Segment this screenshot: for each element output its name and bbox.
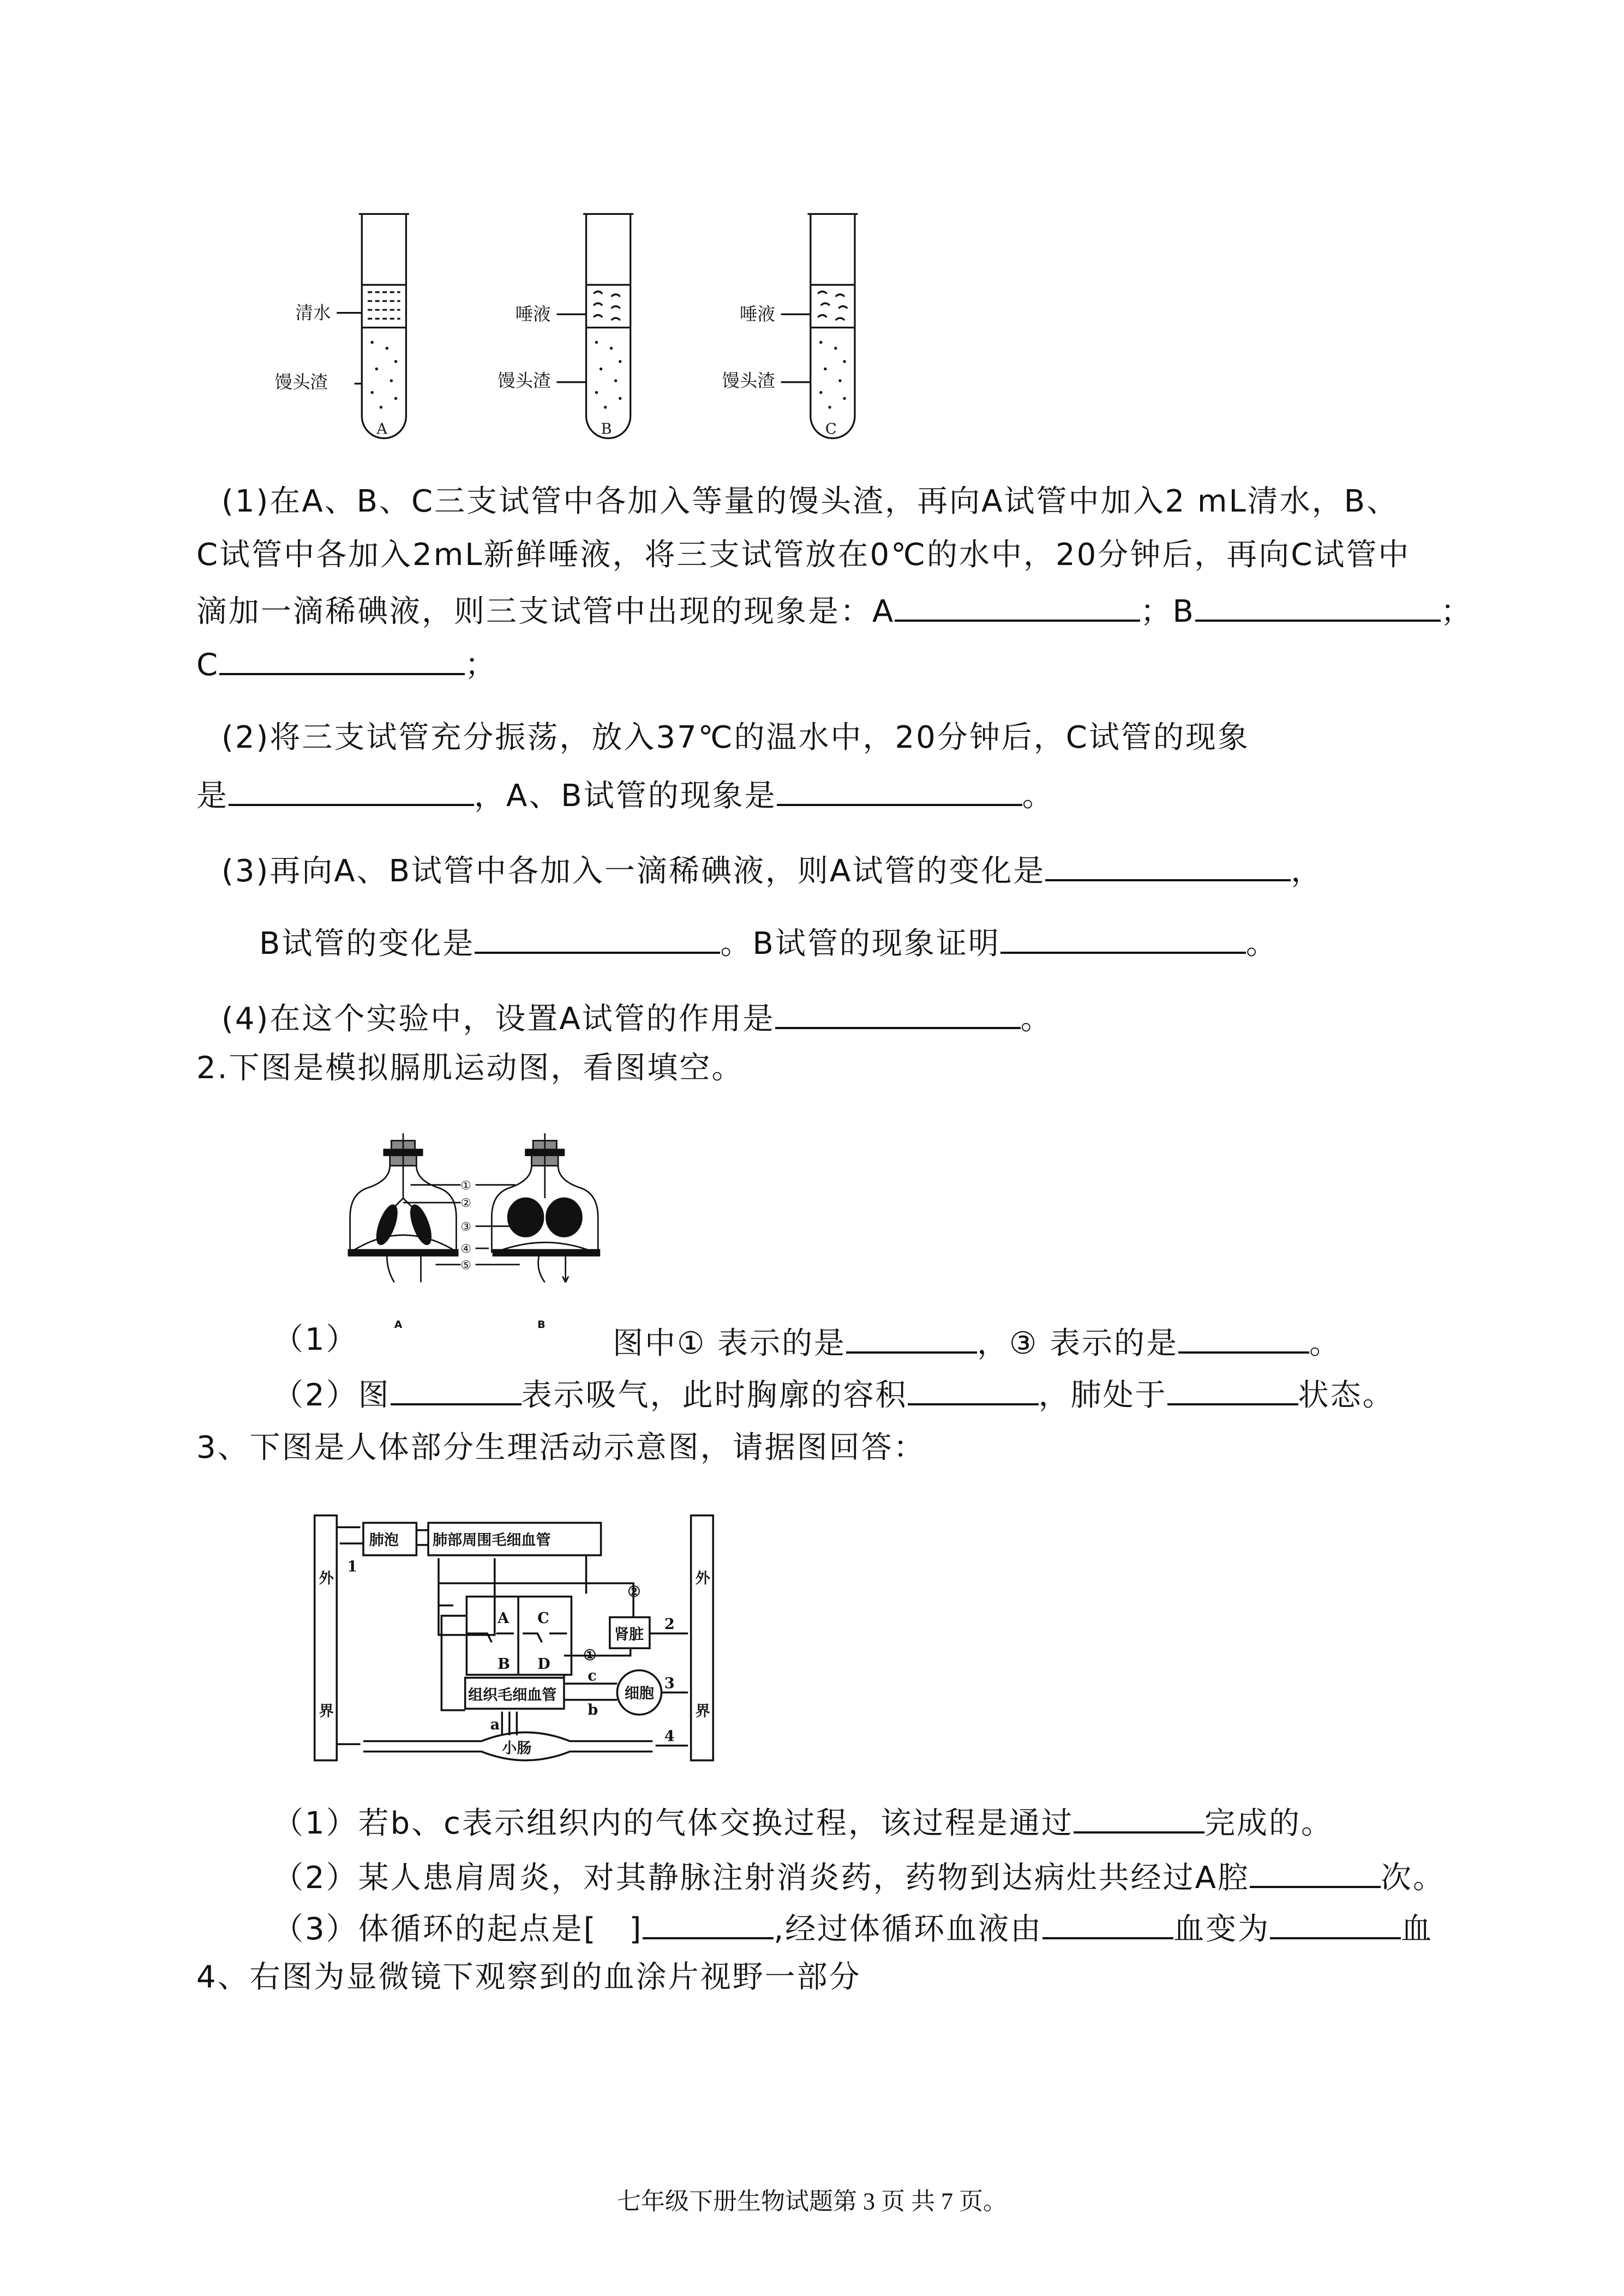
q4-title: 4、右图为显微镜下观察到的血涂片视野一部分 (196, 1960, 861, 1995)
text: 滴加一滴稀碘液，则三支试管中出现的现象是：A (196, 594, 895, 629)
q1-part1-line1: (1)在A、B、C三支试管中各加入等量的馒头渣，再向A试管中加入2 mL清水，B、 (221, 484, 1399, 519)
text: (3)再向A、B试管中各加入一滴稀碘液，则A试管的变化是 (221, 854, 1046, 889)
q3-sub2 (273, 1855, 1445, 1897)
chamber-b: B (498, 1656, 511, 1673)
answer-blank[interactable] (391, 1373, 522, 1405)
q1-part2-line1: (2)将三支试管充分振荡，放入37℃的温水中，20分钟后，C试管的现象 (221, 720, 1250, 755)
page-footer: 七年级下册生物试题第 3 页 共 7 页。 (617, 2188, 1007, 2215)
answer-blank[interactable] (1178, 1321, 1309, 1354)
chamber-c: C (537, 1610, 549, 1627)
text: （1） (273, 1322, 358, 1357)
answer-blank[interactable] (1250, 1855, 1381, 1888)
label-residue: 馒头渣 (498, 370, 551, 391)
tissue-capillaries-box: 组织毛细血管 (468, 1686, 557, 1704)
jar-letter: B (537, 1319, 546, 1331)
text: 。 (1020, 1001, 1053, 1037)
answer-blank[interactable] (1167, 1373, 1298, 1405)
process-3: 3 (664, 1675, 675, 1692)
label-1: ① (460, 1179, 471, 1193)
label-b: b (588, 1701, 598, 1718)
kidney-box: 肾脏 (614, 1626, 644, 1643)
answer-blank[interactable] (846, 1321, 977, 1354)
q1-part2-line2 (196, 773, 1054, 815)
small-intestine: 小肠 (502, 1740, 532, 1757)
text: 。 (1245, 926, 1278, 961)
label-water: 清水 (295, 302, 331, 323)
test-tube-figure (337, 214, 858, 438)
text: 。B试管的现象证明 (720, 926, 1000, 961)
jar-letter: A (394, 1319, 403, 1331)
text: （1）若b、c表示组织内的气体交换过程，该过程是通过 (273, 1806, 1074, 1841)
tube-a (337, 214, 409, 438)
label-4: ④ (460, 1242, 471, 1257)
label-residue: 馒头渣 (274, 371, 328, 393)
answer-blank[interactable] (1042, 1907, 1173, 1939)
text: 血变为 (1173, 1912, 1271, 1947)
q2-sub1 (273, 1321, 358, 1359)
text: 血 (1401, 1912, 1434, 1947)
text: 完成的。 (1204, 1806, 1333, 1841)
text: ，肺处于 (1038, 1378, 1167, 1413)
text: 。 (1022, 778, 1054, 814)
q2-sub1-rest (613, 1321, 1341, 1363)
outside-right: 外 (695, 1570, 710, 1588)
lung-capillaries-box: 肺部周围毛细血管 (433, 1531, 551, 1549)
text: 。 (1309, 1326, 1342, 1361)
text: 图中① 表示的是 (613, 1326, 847, 1361)
answer-blank-a[interactable] (895, 589, 1140, 622)
label-a: a (490, 1716, 500, 1734)
tube-letter: C (825, 420, 837, 438)
text: （3）体循环的起点是[ ] (273, 1912, 643, 1947)
text: B试管的变化是 (259, 926, 475, 961)
answer-blank[interactable] (908, 1373, 1039, 1405)
q3-sub3 (273, 1907, 1433, 1949)
answer-blank[interactable] (775, 996, 1021, 1029)
text: ；B (1140, 594, 1195, 629)
label-3: ③ (460, 1220, 471, 1234)
tube-labels (275, 302, 837, 437)
answer-blank[interactable] (1000, 921, 1246, 954)
diagram-labels (319, 1531, 711, 1757)
text: 表示吸气，此时胸廓的容积 (521, 1378, 908, 1413)
text: ； (1440, 594, 1473, 629)
answer-blank[interactable] (643, 1907, 774, 1939)
label-saliva: 唾液 (739, 304, 775, 325)
text: (4)在这个实验中，设置A试管的作用是 (221, 1001, 775, 1037)
text: 次。 (1380, 1860, 1445, 1896)
q1-part4 (221, 996, 1053, 1038)
process-4: 4 (664, 1728, 675, 1745)
outside-right: 界 (695, 1703, 710, 1720)
q1-part1-line3 (196, 589, 1473, 631)
tube-letter: A (376, 420, 387, 438)
text: 状态。 (1298, 1378, 1395, 1413)
answer-blank-c[interactable] (219, 642, 465, 675)
text: ，A、B试管的现象是 (474, 778, 777, 814)
q1-part3-line2 (259, 921, 1278, 963)
label-c: c (588, 1667, 597, 1685)
q1-part1-line4 (196, 642, 497, 684)
answer-blank[interactable] (1074, 1801, 1204, 1834)
outside-left: 界 (319, 1703, 334, 1720)
answer-blank[interactable] (1270, 1907, 1401, 1939)
alveoli-box: 肺泡 (369, 1531, 399, 1549)
label-2: ② (460, 1197, 471, 1211)
text: ,经过体循环血液由 (774, 1912, 1043, 1947)
text: C (196, 647, 220, 683)
tube-b (556, 214, 633, 438)
text: 是 (196, 778, 229, 814)
label-saliva: 唾液 (515, 304, 551, 325)
cell-circle: 细胞 (624, 1685, 654, 1703)
label-circle-1: ① (583, 1646, 597, 1664)
label-5: ⑤ (460, 1258, 471, 1272)
tube-c (781, 214, 858, 438)
label-circle-2: ② (627, 1583, 641, 1601)
text: （2）某人患肩周炎，对其静脉注射消炎药，药物到达病灶共经过A腔 (273, 1860, 1250, 1896)
text: ； (465, 647, 498, 683)
q2-sub2 (273, 1373, 1395, 1415)
q3-title: 3、下图是人体部分生理活动示意图，请据图回答： (196, 1430, 926, 1465)
tube-letter: B (601, 420, 612, 438)
q3-sub1 (273, 1801, 1333, 1843)
process-2: 2 (664, 1616, 675, 1633)
outside-left: 外 (319, 1570, 334, 1588)
answer-blank[interactable] (229, 773, 474, 806)
chamber-d: D (537, 1656, 550, 1673)
answer-blank-b[interactable] (1195, 589, 1441, 622)
answer-blank[interactable] (777, 773, 1022, 806)
text: ，③ 表示的是 (977, 1326, 1179, 1361)
jar-a (349, 1133, 458, 1282)
circulation-diagram (315, 1516, 714, 1760)
text: （2）图 (273, 1378, 391, 1413)
process-1: 1 (347, 1558, 358, 1576)
label-residue: 馒头渣 (722, 370, 775, 391)
q2-title: 2.下图是模拟膈肌运动图，看图填空。 (196, 1050, 744, 1086)
jar-b (492, 1133, 600, 1282)
text: ， (1291, 854, 1323, 889)
answer-blank[interactable] (1045, 849, 1291, 881)
diaphragm-model-figure (349, 1133, 600, 1282)
chamber-a: A (498, 1610, 510, 1627)
answer-blank[interactable] (475, 921, 720, 954)
q1-part1-line2: C试管中各加入2mL新鲜唾液，将三支试管放在0℃的水中，20分钟后，再向C试管中 (196, 537, 1411, 573)
q1-part3-line1 (221, 849, 1323, 891)
